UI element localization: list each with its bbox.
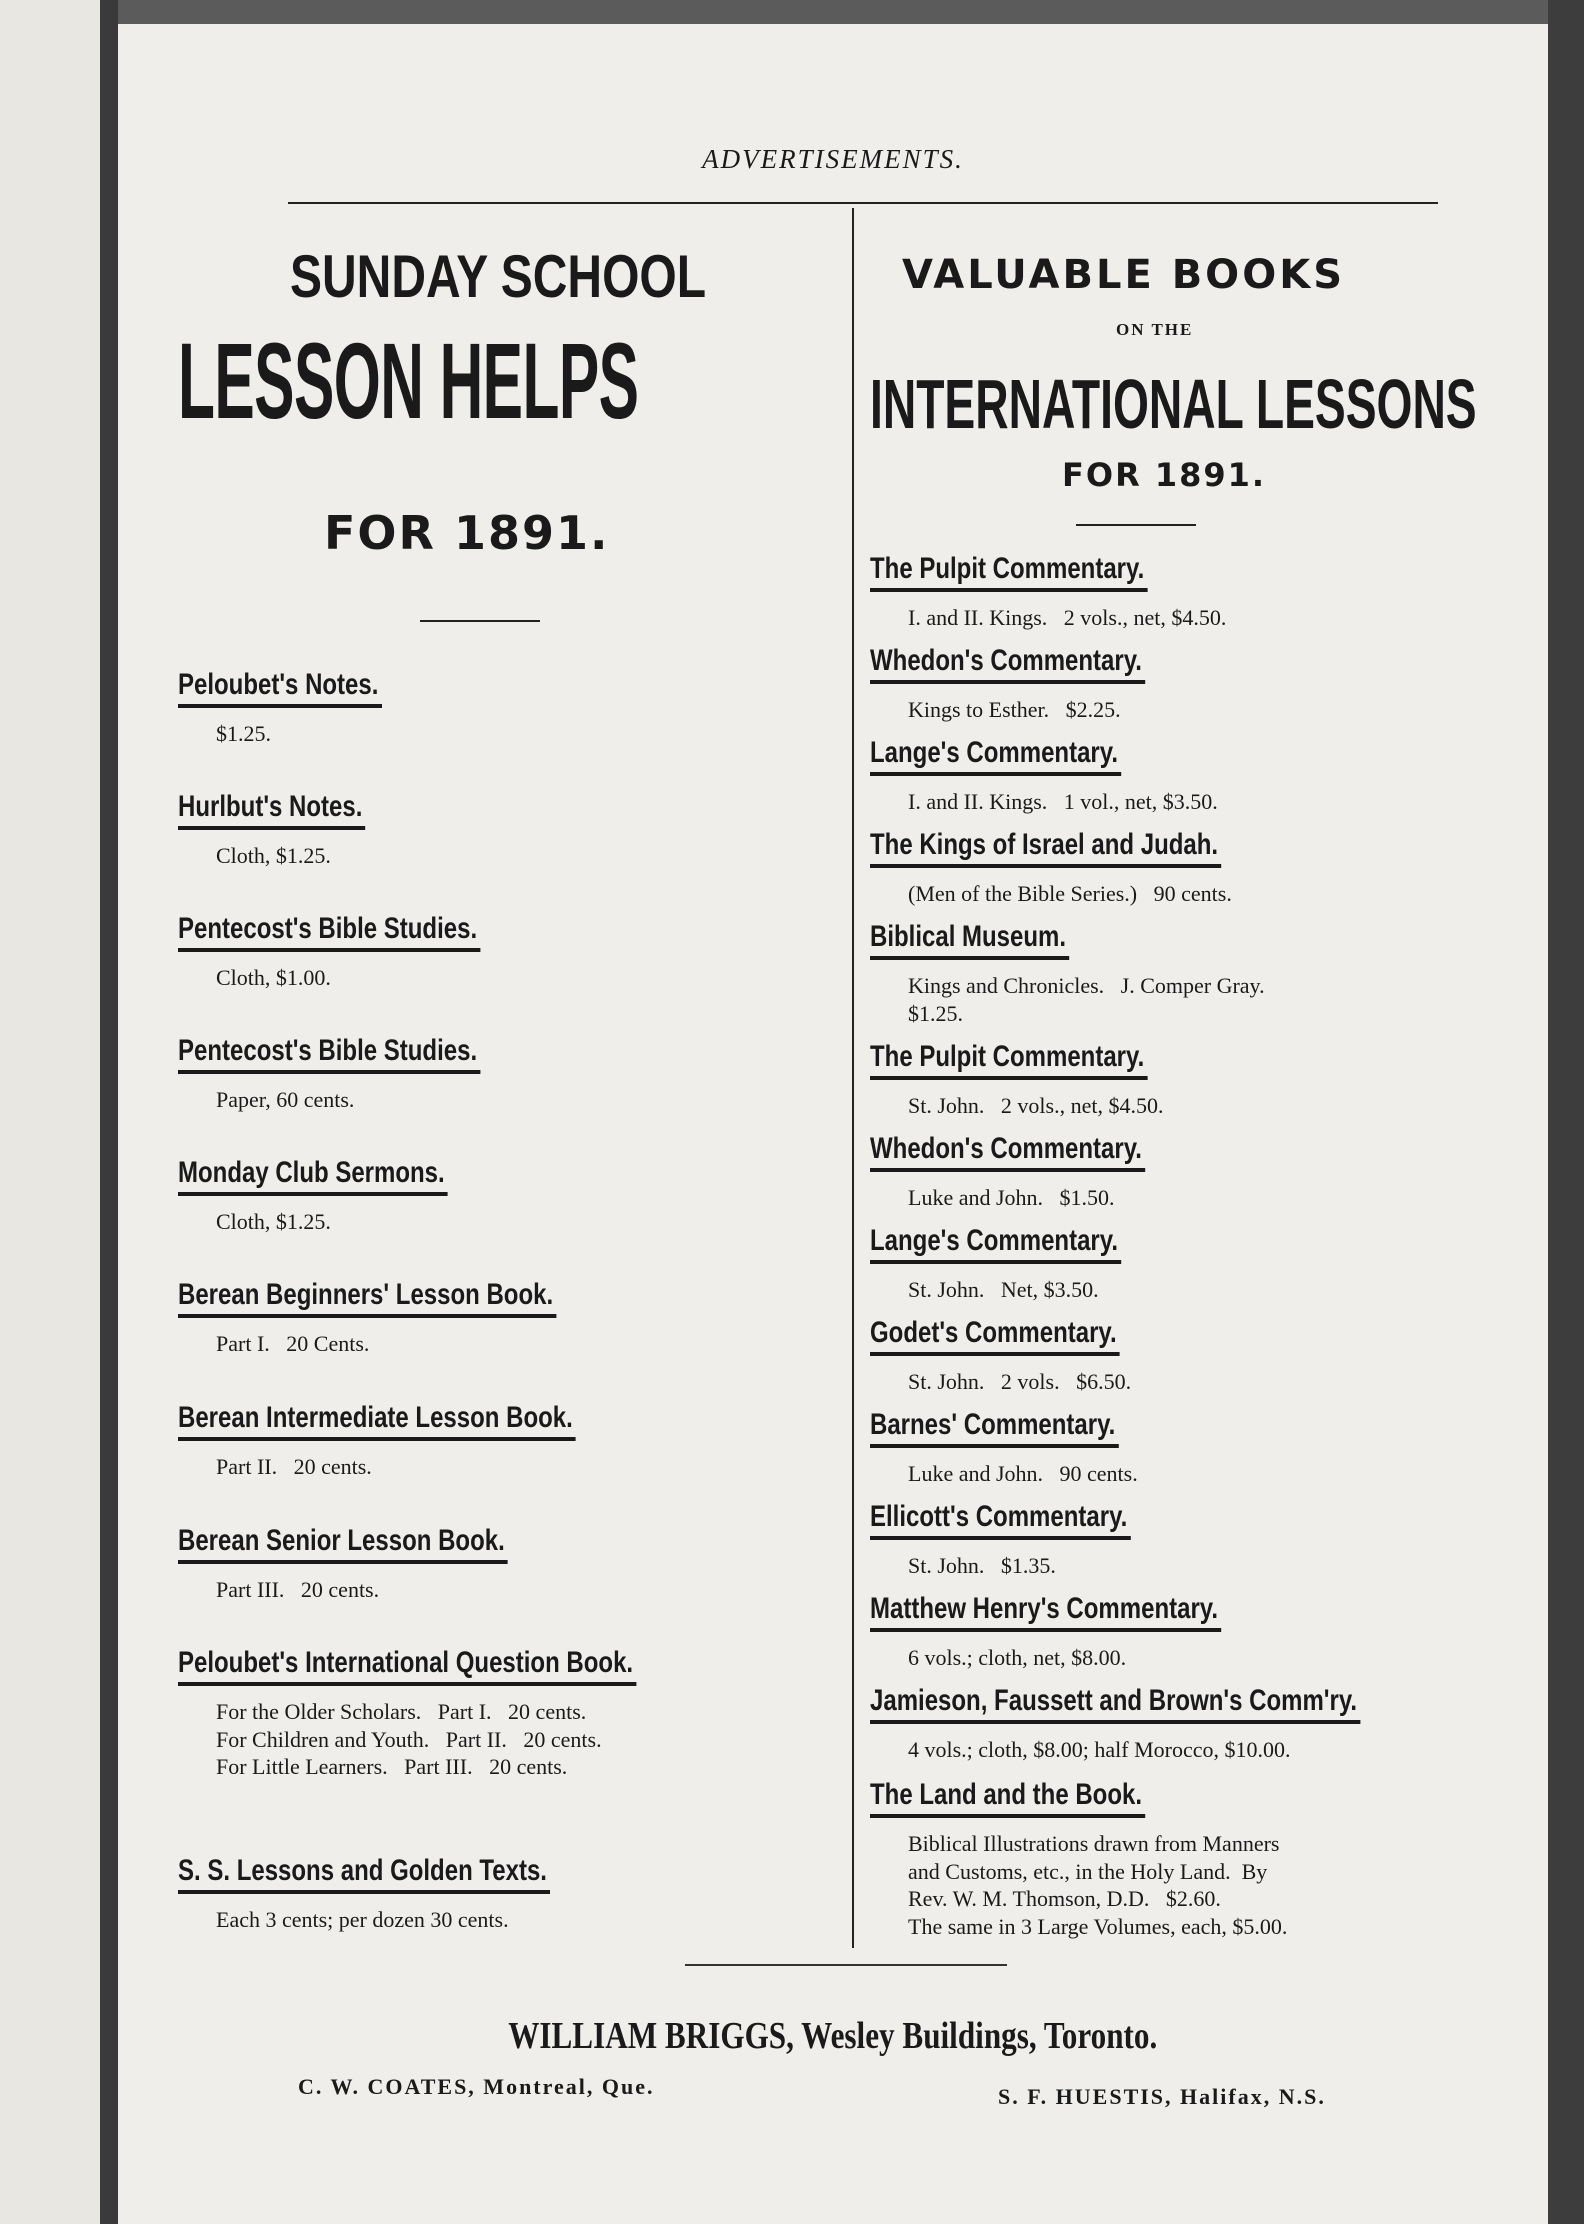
book-detail-line: Kings and Chronicles. J. Comper Gray. — [908, 973, 1265, 998]
publisher-imprint — [118, 2014, 1548, 2058]
header-rule — [288, 202, 1438, 204]
book-detail-line: Rev. W. M. Thomson, D.D. $2.60. — [908, 1886, 1221, 1911]
book-detail — [216, 964, 556, 992]
book-detail-line: Paper, 60 cents. — [216, 1087, 355, 1112]
book-detail-line: and Customs, etc., in the Holy Land. By — [908, 1858, 1268, 1884]
book-detail — [908, 880, 1309, 908]
book-entry — [178, 1156, 515, 1236]
book-detail — [908, 1368, 1182, 1396]
book-entry — [870, 1132, 1214, 1212]
book-entry — [178, 1854, 643, 1934]
book-detail — [908, 1830, 1287, 1940]
book-detail — [216, 842, 412, 870]
book-detail-line: $1.25. — [216, 721, 271, 746]
book-detail-line: For the Older Scholars. Part I. 20 cents. — [216, 1699, 587, 1724]
book-title: S. S. Lessons and Golden Texts. — [178, 1854, 550, 1894]
book-title: Matthew Henry's Commentary. — [870, 1592, 1221, 1632]
book-entry — [870, 1500, 1196, 1580]
book-detail — [216, 1208, 515, 1236]
book-detail — [908, 788, 1218, 816]
book-detail — [908, 1184, 1214, 1212]
left-heading-lesson-helps: LESSON HELPS — [178, 320, 639, 441]
book-detail-line: I. and II. Kings. 2 vols., net, $4.50. — [908, 605, 1227, 630]
book-detail-line: Luke and John. $1.50. — [908, 1185, 1115, 1210]
book-entry — [178, 1401, 675, 1481]
book-detail-line: I. and II. Kings. 1 vol., net, $3.50. — [908, 789, 1218, 814]
column-divider — [852, 208, 854, 1948]
book-detail-line: St. John. Net, $3.50. — [908, 1277, 1099, 1302]
book-title: The Pulpit Commentary. — [870, 1040, 1147, 1080]
book-detail-line: 6 vols.; cloth, net, $8.00. — [908, 1645, 1127, 1670]
book-detail — [908, 972, 1265, 1027]
right-heading-valuable-books: VALUABLE BOOKS — [902, 252, 1345, 298]
book-detail-line: Each 3 cents; per dozen 30 cents. — [216, 1907, 509, 1932]
left-ornament-rule — [420, 620, 540, 622]
book-title: Berean Intermediate Lesson Book. — [178, 1401, 576, 1441]
book-entry — [870, 920, 1265, 1027]
agent-halifax: S. F. HUESTIS, Halifax, N.S. — [998, 2084, 1326, 2109]
book-detail-line: St. John. $1.35. — [908, 1553, 1056, 1578]
book-detail — [216, 1698, 751, 1781]
book-entry — [870, 1316, 1182, 1396]
book-detail — [908, 604, 1226, 632]
book-detail-line: $1.25. — [908, 1000, 963, 1026]
book-title: Barnes' Commentary. — [870, 1408, 1119, 1448]
right-heading-on-the: ON THE — [1116, 320, 1194, 339]
agent-montreal: C. W. COATES, Montreal, Que. — [298, 2074, 655, 2099]
footer-rule — [685, 1964, 1007, 1966]
book-entry — [178, 1646, 751, 1781]
book-detail — [908, 1552, 1196, 1580]
book-title: Monday Club Sermons. — [178, 1156, 448, 1196]
book-entry — [178, 1524, 590, 1604]
book-detail-line: Cloth, $1.00. — [216, 965, 331, 990]
book-detail — [908, 696, 1214, 724]
book-title: Ellicott's Commentary. — [870, 1500, 1131, 1540]
book-detail — [216, 1086, 556, 1114]
left-heading-sunday-school: SUNDAY SCHOOL — [290, 243, 707, 310]
book-entry — [178, 912, 556, 992]
scan-top-edge — [0, 0, 1584, 24]
publisher-name: WILLIAM BRIGGS, Wesley Buildings, Toronto. — [508, 2015, 1158, 2057]
book-entry — [870, 1778, 1287, 1940]
book-detail-line: St. John. 2 vols., net, $4.50. — [908, 1093, 1164, 1118]
book-detail-line: Cloth, $1.25. — [216, 1209, 331, 1234]
book-title: Lange's Commentary. — [870, 736, 1121, 776]
book-entry — [178, 668, 433, 748]
book-detail — [908, 1276, 1184, 1304]
book-detail-line: For Children and Youth. Part II. 20 cents. — [216, 1726, 602, 1752]
book-detail-line: Cloth, $1.25. — [216, 843, 331, 868]
book-detail-line: The same in 3 Large Volumes, each, $5.00. — [908, 1913, 1288, 1939]
facing-page-margin — [0, 0, 100, 2224]
book-detail — [216, 720, 433, 748]
book-title: Godet's Commentary. — [870, 1316, 1120, 1356]
book-title: Hurlbut's Notes. — [178, 790, 366, 830]
book-entry — [870, 1408, 1181, 1488]
book-detail — [908, 1460, 1181, 1488]
book-detail-line: Part I. 20 Cents. — [216, 1331, 370, 1356]
book-entry — [178, 1278, 651, 1358]
book-title: Peloubet's International Question Book. — [178, 1646, 636, 1686]
book-detail — [908, 1644, 1309, 1672]
book-detail-line: Part II. 20 cents. — [216, 1454, 372, 1479]
book-title: Biblical Museum. — [870, 920, 1069, 960]
book-entry — [870, 1592, 1309, 1672]
book-title: Pentecost's Bible Studies. — [178, 912, 480, 952]
book-detail-line: Kings to Esther. $2.25. — [908, 697, 1121, 722]
running-head: ADVERTISEMENTS. — [702, 144, 964, 174]
left-heading-year: FOR 1891. — [324, 506, 610, 560]
book-detail-line: For Little Learners. Part III. 20 cents. — [216, 1754, 568, 1779]
right-heading-international-lessons: INTERNATIONAL LESSONS — [870, 365, 1477, 443]
book-detail-line: Biblical Illustrations drawn from Manners — [908, 1831, 1280, 1856]
right-heading-year: FOR 1891. — [1062, 456, 1267, 494]
book-title: Berean Beginners' Lesson Book. — [178, 1278, 556, 1318]
book-entry — [870, 552, 1226, 632]
book-title: The Kings of Israel and Judah. — [870, 828, 1221, 868]
right-ornament-rule — [1076, 524, 1196, 526]
book-detail-line: 4 vols.; cloth, $8.00; half Morocco, $10.00. — [908, 1737, 1291, 1762]
book-title: The Land and the Book. — [870, 1778, 1145, 1818]
book-title: Pentecost's Bible Studies. — [178, 1034, 480, 1074]
book-entry — [870, 1224, 1184, 1304]
book-detail — [216, 1906, 643, 1934]
book-detail — [216, 1330, 651, 1358]
book-title: The Pulpit Commentary. — [870, 552, 1147, 592]
book-detail-line: Luke and John. 90 cents. — [908, 1461, 1138, 1486]
book-entry — [178, 790, 412, 870]
book-title: Whedon's Commentary. — [870, 644, 1145, 684]
scan-right-edge — [1548, 0, 1584, 2224]
book-detail-line: (Men of the Bible Series.) 90 cents. — [908, 881, 1232, 906]
book-title: Whedon's Commentary. — [870, 1132, 1145, 1172]
book-entry — [870, 1684, 1483, 1764]
book-entry — [870, 736, 1218, 816]
book-detail-line: St. John. 2 vols. $6.50. — [908, 1369, 1132, 1394]
book-detail — [216, 1453, 675, 1481]
book-title: Jamieson, Faussett and Brown's Comm'ry. — [870, 1684, 1360, 1724]
book-entry — [178, 1034, 556, 1114]
book-title: Berean Senior Lesson Book. — [178, 1524, 508, 1564]
book-detail-line: Part III. 20 cents. — [216, 1577, 380, 1602]
book-title: Lange's Commentary. — [870, 1224, 1121, 1264]
book-entry — [870, 828, 1309, 908]
book-detail — [216, 1576, 590, 1604]
book-entry — [870, 1040, 1217, 1120]
book-detail — [908, 1736, 1483, 1764]
book-title: Peloubet's Notes. — [178, 668, 382, 708]
advertisement-page — [118, 24, 1548, 2224]
binding-gutter — [100, 0, 118, 2224]
book-entry — [870, 644, 1214, 724]
book-detail — [908, 1092, 1217, 1120]
